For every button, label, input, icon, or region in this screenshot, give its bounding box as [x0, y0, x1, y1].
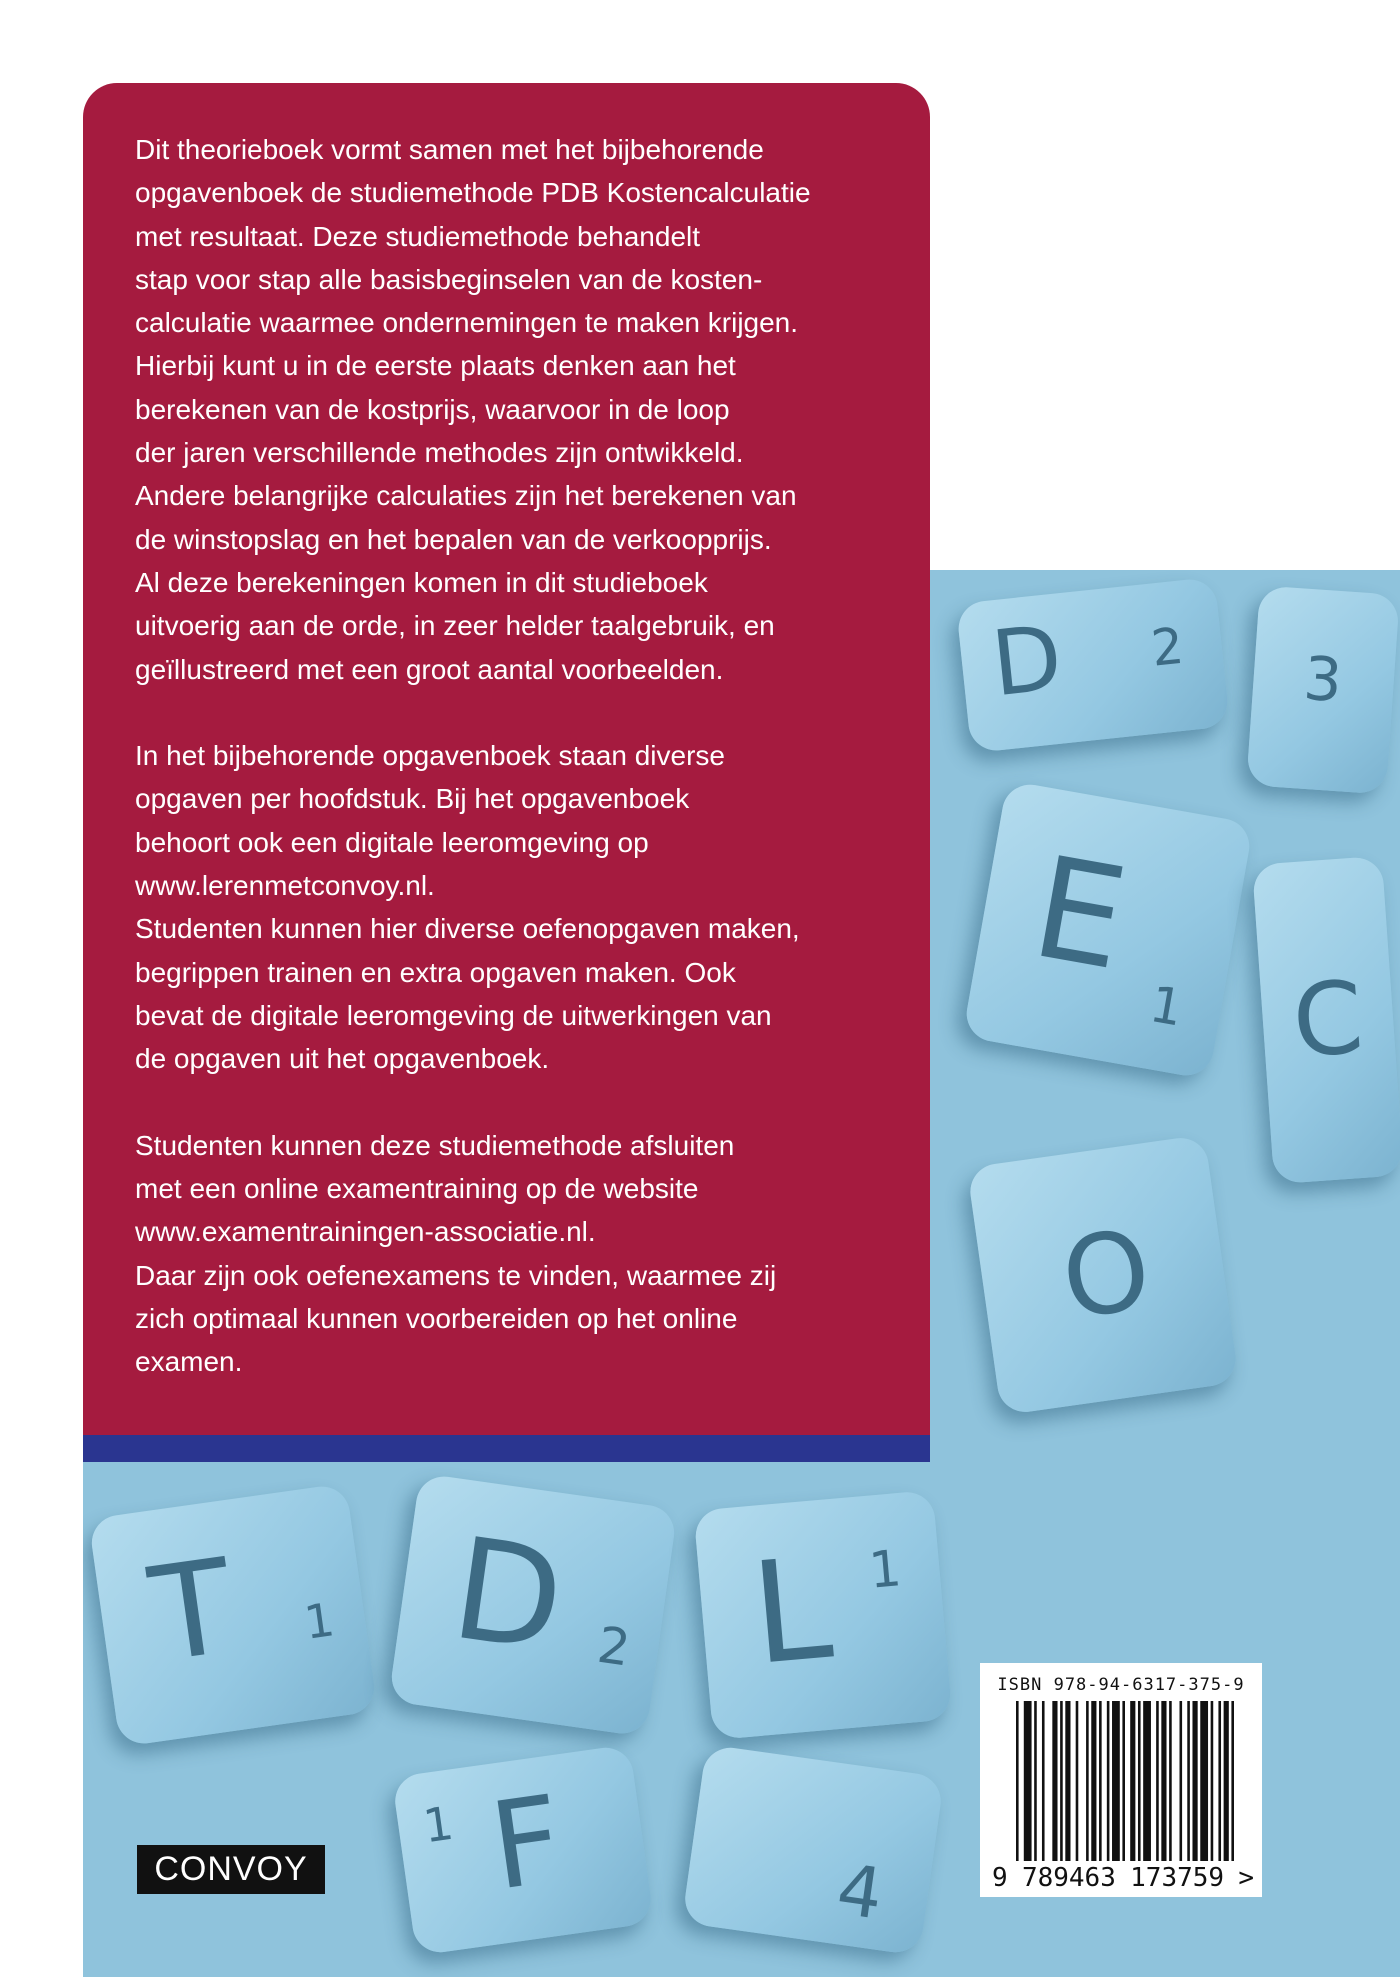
tile: [1252, 856, 1400, 1184]
paragraph: [135, 1124, 915, 1384]
text-line: stap voor stap alle basisbeginselen van de kosten-: [135, 263, 763, 295]
barcode-bar: [1107, 1701, 1110, 1861]
ean-digit-group: >: [1238, 1863, 1254, 1893]
barcode-bar: [1143, 1701, 1151, 1861]
text-line: In het bijbehorende opgavenboek staan diverse: [135, 740, 725, 772]
tile-letter: C: [1288, 958, 1367, 1081]
barcode-bar: [1187, 1701, 1190, 1861]
text-line: Al deze berekeningen komen in dit studieboek: [135, 566, 708, 598]
convoy-logo: CONVOY: [137, 1845, 325, 1894]
tile-letter: 1: [420, 1795, 457, 1854]
ean-digit-group: 789463: [1021, 1863, 1116, 1893]
text-line[interactable]: www.lerenmetconvoy.nl.: [135, 870, 435, 902]
barcode-bar: [1091, 1701, 1096, 1861]
barcode-bar: [1024, 1701, 1032, 1861]
barcode-bar: [1180, 1701, 1183, 1861]
text-line: Hierbij kunt u in de eerste plaats denken aan het: [135, 350, 736, 382]
paragraph: [135, 734, 915, 1080]
tile: [88, 1483, 377, 1747]
barcode-bar: [1192, 1701, 1197, 1861]
text-line: berekenen van de kostprijs, waarvoor in de loop: [135, 393, 730, 425]
text-line[interactable]: www.examentrainingen-associatie.nl.: [135, 1216, 596, 1248]
tile-letter: E: [1021, 826, 1138, 1003]
text-line: behoort ook een digitale leeromgeving op: [135, 826, 649, 858]
barcode-bar: [1042, 1701, 1045, 1861]
barcode-bar: [1156, 1701, 1159, 1861]
barcode-bar: [1161, 1701, 1166, 1861]
tile-letter: D: [443, 1507, 573, 1685]
tile-letter: D: [986, 605, 1067, 718]
barcode-bars: [1016, 1701, 1234, 1861]
paragraph: [135, 128, 915, 691]
barcode-bar: [1112, 1701, 1120, 1861]
tile: [682, 1744, 945, 1956]
barcode-bar: [1169, 1701, 1172, 1861]
barcode-bar: [1034, 1701, 1037, 1861]
isbn-label: ISBN 978-94-6317-375-9: [997, 1675, 1245, 1695]
barcode-bar: [1211, 1701, 1214, 1861]
tile-letter: 2: [594, 1615, 634, 1678]
tile: [392, 1744, 655, 1956]
tile: [967, 1135, 1239, 1416]
text-line: de winstopslag en het bepalen van de verkoopprijs.: [135, 523, 772, 555]
barcode-bar: [1016, 1701, 1019, 1861]
tile-letter: O: [1054, 1205, 1159, 1344]
tile: [388, 1473, 677, 1737]
text-line: opgavenboek de studiemethode PDB Kostencalculatie: [135, 177, 811, 209]
tile-letter: 3: [1301, 643, 1345, 717]
text-line: Daar zijn ook oefenexamens te vinden, waarmee zij: [135, 1259, 777, 1291]
text-line: calculatie waarmee ondernemingen te maken krijgen.: [135, 307, 799, 339]
barcode-bar: [1060, 1701, 1063, 1861]
tile-letter: L: [745, 1527, 838, 1697]
text-line: examen.: [135, 1346, 243, 1378]
barcode-bar: [1065, 1701, 1070, 1861]
ean-digits: [992, 1863, 1254, 1893]
barcode-bar: [1052, 1701, 1057, 1861]
barcode-bar: [1130, 1701, 1135, 1861]
tile: [956, 577, 1230, 753]
blue-stripe: [83, 1435, 930, 1462]
text-line: met resultaat. Deze studiemethode behandelt: [135, 220, 701, 252]
tile: [693, 1490, 952, 1740]
tile-letter: 4: [832, 1848, 888, 1936]
barcode-bar: [1224, 1701, 1229, 1861]
text-line: Andere belangrijke calculaties zijn het berekenen van: [135, 480, 797, 512]
text-line: de opgaven uit het opgavenboek.: [135, 1043, 550, 1075]
description-text: [135, 128, 915, 1384]
tile-letter: 1: [301, 1592, 338, 1650]
text-line: geïllustreerd met een groot aantal voorbeelden.: [135, 653, 724, 685]
text-line: opgaven per hoofdstuk. Bij het opgavenboek: [135, 783, 690, 815]
barcode-bar: [1099, 1701, 1102, 1861]
barcode-bar: [1138, 1701, 1141, 1861]
isbn-barcode: [980, 1663, 1262, 1897]
ean-digit-group: 9: [992, 1863, 1008, 1893]
text-line: Studenten kunnen hier diverse oefenopgaven maken,: [135, 913, 800, 945]
text-line: Dit theorieboek vormt samen met het bijbehorende: [135, 134, 764, 165]
description-panel: [83, 83, 930, 1435]
text-line: begrippen trainen en extra opgaven maken. Ook: [135, 956, 736, 988]
barcode-bar: [1231, 1701, 1234, 1861]
ean-digit-group: 173759: [1130, 1863, 1225, 1893]
text-line: met een online examentraining op de website: [135, 1173, 699, 1205]
barcode-bar: [1122, 1701, 1125, 1861]
text-line: der jaren verschillende methodes zijn ontwikkeld.: [135, 437, 744, 469]
tile-letter: 1: [866, 1539, 904, 1600]
barcode-bar: [1200, 1701, 1208, 1861]
tile-letter: 1: [1145, 975, 1188, 1038]
tile-letter: 2: [1148, 616, 1187, 678]
text-line: Studenten kunnen deze studiemethode afsluiten: [135, 1129, 735, 1161]
text-line: uitvoerig aan de orde, in zeer helder taalgebruik, en: [135, 610, 775, 642]
text-line: zich optimaal kunnen voorbereiden op het online: [135, 1303, 738, 1335]
text-line: bevat de digitale leeromgeving de uitwerkingen van: [135, 999, 772, 1031]
tile: [962, 780, 1253, 1079]
barcode-bar: [1086, 1701, 1089, 1861]
barcode-bar: [1218, 1701, 1221, 1861]
tile-letter: T: [141, 1529, 242, 1692]
tile-letter: F: [482, 1770, 571, 1918]
tile: [1246, 585, 1400, 794]
barcode-bar: [1076, 1701, 1079, 1861]
